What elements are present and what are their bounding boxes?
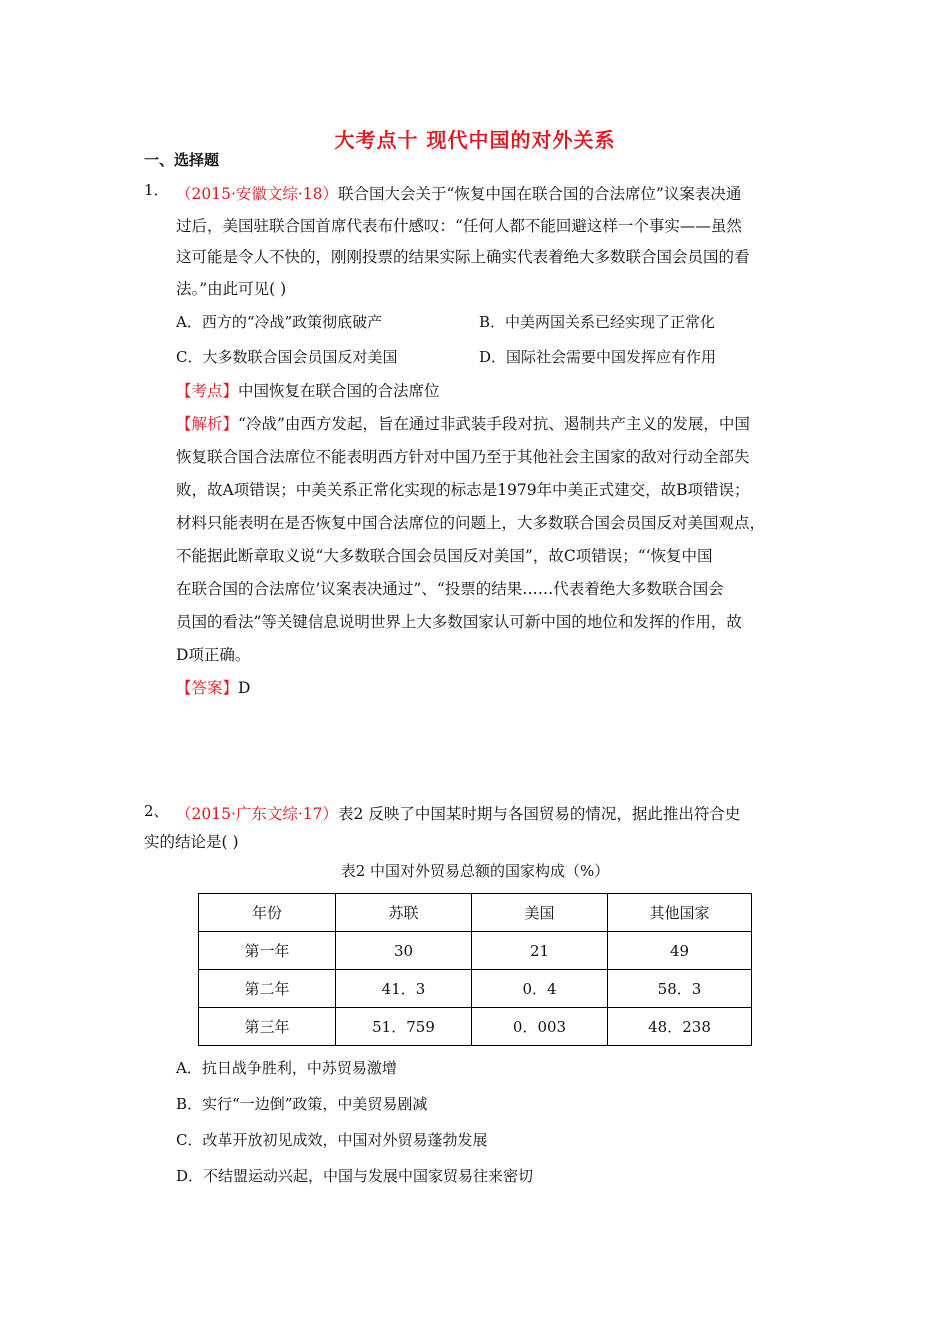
table-header-cell: 年份	[199, 894, 336, 932]
table-cell: 48．238	[608, 1008, 752, 1046]
question-source: （2015·广东文综·17）	[176, 805, 339, 823]
table-cell: 0．4	[472, 970, 608, 1008]
option-c[interactable]: C．改革开放初见成效，中国对外贸易蓬勃发展	[176, 1131, 488, 1149]
table-cell: 第三年	[199, 1008, 336, 1046]
table-cell: 第一年	[199, 932, 336, 970]
answer-options	[176, 305, 844, 375]
option-a[interactable]: A．抗日战争胜利，中苏贸易激增	[176, 1059, 397, 1077]
question-stem: （2015·广东文综·17）表2 反映了中国某时期与各国贸易的情况，据此推出符合史 实的结论是( )	[144, 805, 741, 851]
option-d[interactable]: D．不结盟运动兴起，中国与发展中国家贸易往来密切	[176, 1167, 534, 1185]
option-a[interactable]: A．西方的“冷战”政策彻底破产	[176, 313, 383, 331]
trade-table	[198, 893, 752, 1046]
answer-note	[176, 672, 844, 705]
stem-line: （2015·安徽文综·18）联合国大会关于“恢复中国在联合国的合法席位”议案表决通	[176, 185, 742, 203]
table-header-cell: 苏联	[336, 894, 472, 932]
table-header-row	[199, 894, 752, 932]
question-source: （2015·安徽文综·18）	[176, 185, 339, 203]
table-header-cell: 其他国家	[608, 894, 752, 932]
question-number: 2、	[144, 802, 169, 820]
table-cell: 21	[472, 932, 608, 970]
table-cell: 49	[608, 932, 752, 970]
section-heading: 一、选择题	[144, 151, 220, 169]
option-d[interactable]: D．国际社会需要中国发挥应有作用	[479, 348, 717, 366]
answer-value: D	[238, 679, 251, 697]
table-cell: 第二年	[199, 970, 336, 1008]
table-row	[199, 1008, 752, 1046]
kaodian-tag: 【考点】	[176, 382, 239, 400]
table-row	[199, 970, 752, 1008]
answer-options	[176, 1050, 533, 1194]
kaodian-note: 【考点】中国恢复在联合国的合法席位	[176, 382, 440, 400]
question-stem	[176, 179, 844, 305]
option-b[interactable]: B．实行“一边倒”政策，中美贸易剧减	[176, 1095, 428, 1113]
table-cell: 41．3	[336, 970, 472, 1008]
question-1	[144, 179, 844, 705]
daan-tag: 【答案】	[176, 679, 239, 697]
jiexi-tag: 【解析】	[176, 415, 239, 433]
table-cell: 58．3	[608, 970, 752, 1008]
page-title: 大考点十 现代中国的对外关系	[334, 128, 616, 152]
table-cell: 0．003	[472, 1008, 608, 1046]
stem-line: 这可能是令人不快的，刚刚投票的结果实际上确实代表着绝大多数联合国会员国的看	[176, 248, 750, 266]
stem-line: 过后，美国驻联合国首席代表布什感叹：“任何人都不能回避这样一个事实——虽然	[176, 216, 742, 235]
table-cell: 30	[336, 932, 472, 970]
stem-line: 法。”由此可见( )	[176, 279, 287, 298]
table-header-cell: 美国	[472, 894, 608, 932]
table-cell: 51．759	[336, 1008, 472, 1046]
option-b[interactable]: B．中美两国关系已经实现了正常化	[479, 313, 716, 331]
question-number: 1．	[144, 181, 169, 199]
question-2	[144, 800, 844, 856]
jiexi-note: 【解析】“冷战”由西方发起，旨在通过非武装手段对抗、遏制共产主义的发展，中国 恢复联合国合法席位不能表明西方针对中国乃至于其他社会主国家的敌对行动全部失 败，故A项错误；中美关系正常化实现的标志是1979年中美正式建交，故B项错误； 材料只能表明在是否恢复中国合法席位的问题上，大多数联合国会员国反对美国观点， 不能据此断章取义说“大多数联合国会员国反对美国”，故C项错误；“‘恢复中国 在联合国的合法席位’议案表决通过”、“投票的结果……代表着绝大多数联合国会 员国的看法”等关键信息说明世界上大多数国家认可新中国的地位和发挥的作用，故 D项正确。	[176, 415, 766, 664]
table-row	[199, 932, 752, 970]
table-caption: 表2 中国对外贸易总额的国家构成（%）	[340, 862, 610, 880]
option-c[interactable]: C．大多数联合国会员国反对美国	[176, 348, 398, 366]
